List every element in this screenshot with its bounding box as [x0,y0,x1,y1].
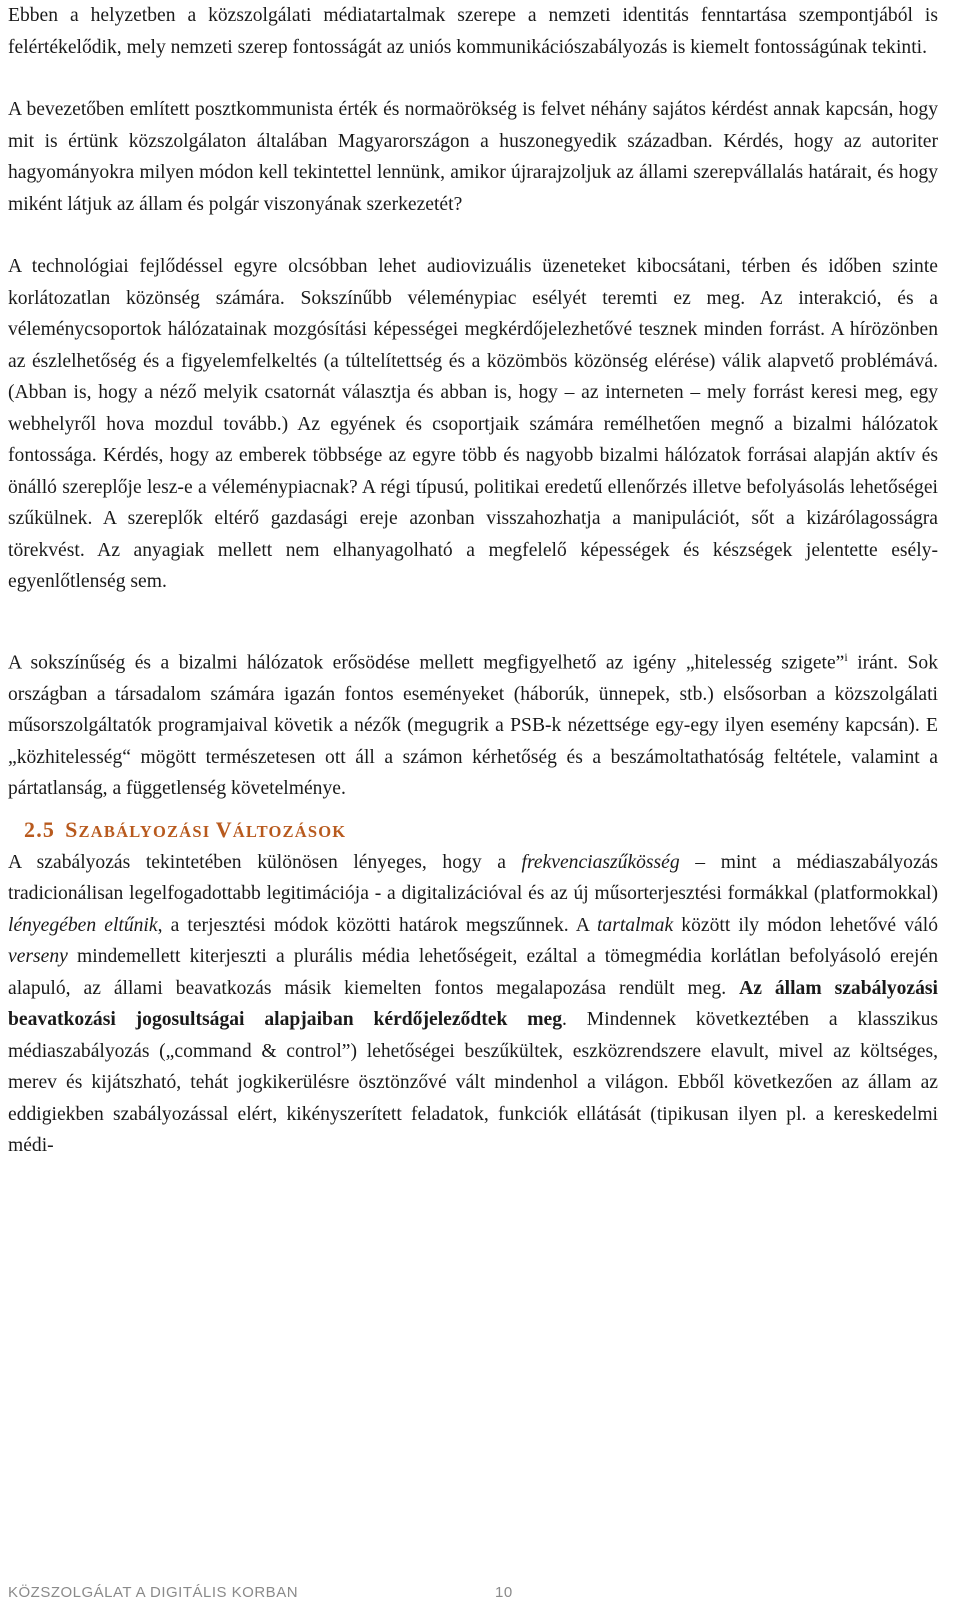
paragraph-spacer [8,220,938,251]
paragraph-text: – mint a médiaszabályozás tradicionálisan legelfogadottabb legitimációja - a digitalizációval és az új műsorterjesztési formákkal (platformokkal) [8,851,938,905]
paragraph-text: iránt. Sok országban a társadalom számára igazán fontos eseményeket (háborúk, ünnepek, stb.) elsősorban a közszolgálati műsorszolgáltatók programjaival követik a nézők (megugrik a PSB-k nézettsége egy-egy ilyen esemény kapcsán). E „közhitelesség“ mögött természetesen ott áll a számon kérhetőség és a beszámoltathatóság feltétele, valamint a pártatlanság, a függetlenség követelménye. [8,652,939,800]
emphasis-term: tartalmak [596,914,674,936]
paragraph-spacer [8,63,938,94]
paragraph-text: mindemellett kiterjeszti a plurális média lehetőségeit, ezáltal a tömegmédia korlátlan befolyásoló erején alapuló, az állami beavatkozás másik kiemelten fontos megalapozása rendült meg. [8,946,938,999]
paragraph-text: A szabályozás tekintetében különösen lényeges, hogy a [8,851,522,873]
emphasis-term: frekvenciaszűkösség [521,851,680,873]
paragraph-text: A sokszínűség és a bizalmi hálózatok erősödése mellett megfigyelhető az igény „hitelesség szigete” [8,652,845,674]
paragraph-public-service-identity: Ebben a helyzetben a közszolgálati médiatartalmak szerepe a nemzeti identitás fenntartása szempontjából is felértékelődik, mely nemzeti szerep fontosságát az uniós kommunikációszabályozás is kiemelt fontosságúnak tekinti. [8,5,938,58]
paragraph-technological-development: A technológiai fejlődéssel egyre olcsóbban lehet audiovizuális üzeneteket kibocsátani, térben és időben szinte korlátozatlan közönség számára. Sokszínűbb véleménypiac esélyét teremti ez meg. Az interakció, és a véleménycsoportok hálózatainak mozgósítási képességei megkérdőjelezhetővé tesznek minden forrást. A hírözönben az észlelhetőség és a figyelemfelkeltés (a túltelítettség és a közömbös közönség elérése) válik alapvető problémává. (Abban is, hogy a néző melyik csatornát választja és abban is, hogy – az interneten – mely forrást keresi meg, egy webhelyről hova mozdul tovább.) Az egyének és csoportjaik számára remélhetően megnő a bizalmi hálózatok fontossága. Kérdés, hogy az emberek többsége az egyre több és nagyobb bizalmi hálózatok forrásai alapján aktív és önálló szereplője lesz-e a véleménypiacnak? A régi típusú, politikai eredetű ellenőrzés illetve befolyásolás lehetőségei szűkülnek. A szereplők eltérő gazdasági ereje azonban visszahozhatja a manipulációt, sőt a kizárólagosságra törekvést. Az anyagiak mellett nem elhanyagolható a megfelelő képességek és készségek jelentette esély-egyenlőtlenség sem. [8,256,938,592]
bold-statement: Az állam szabályozási beavatkozási jogosultságai alapjaiban kérdőjeleződtek meg [8,977,938,1031]
paragraph-text: , a terjesztési módok közötti határok megszűnnek. A [157,914,597,936]
emphasis-term: verseny [8,946,68,968]
section-title-initial: V [215,816,233,842]
section-heading [8,815,938,847]
paragraph-spacer [8,598,938,642]
section-title-part: ZABÁLYOZÁSI [78,821,216,841]
emphasis-term: lényegében eltűnik [8,914,158,936]
section-title-initial: S [65,816,79,842]
page-footer [8,1584,938,1601]
endnote-marker[interactable]: i [844,649,848,664]
section-title-part: ÁLTOZÁSOK [232,821,347,841]
paragraph-island-of-credibility [8,642,938,805]
document-page [8,0,938,1162]
paragraph-text: között ily módon lehetővé váló [673,914,938,936]
paragraph-post-communist-heritage: A bevezetőben említett posztkommunista érték és normaörökség is felvet néhány sajátos kérdést annak kapcsán, hogy mit is értünk közszolgálaton általában Magyarországon a huszonegyedik században. Kérdés, hogy az autoriter hagyományokra milyen módon kell tekintettel lennünk, amikor újrarajzoljuk az állami szerepvállalás határait, és hogy miként látjuk az állam és polgár viszonyának szerkezetét? [8,99,938,215]
page-number: 10 [495,1584,513,1601]
running-title: KÖZSZOLGÁLAT A DIGITÁLIS KORBAN [8,1584,299,1601]
paragraph-regulatory-changes [8,847,938,1162]
section-number: 2.5 [24,816,56,842]
paragraph-text: . Mindennek következtében a klasszikus médiaszabályozás („command & control”) lehetőségei beszűkültek, eszközrendszere elavult, mivel az költséges, merev és kijátszható, tehát jogkikerülésre ösztönzővé vált mindenhol a világon. Ebből következően az állam az eddigiekben szabályozással elért, kikényszerített feladatok, funkciók ellátását (tipikusan ilyen pl. a kereskedelmi médi- [8,1009,938,1157]
